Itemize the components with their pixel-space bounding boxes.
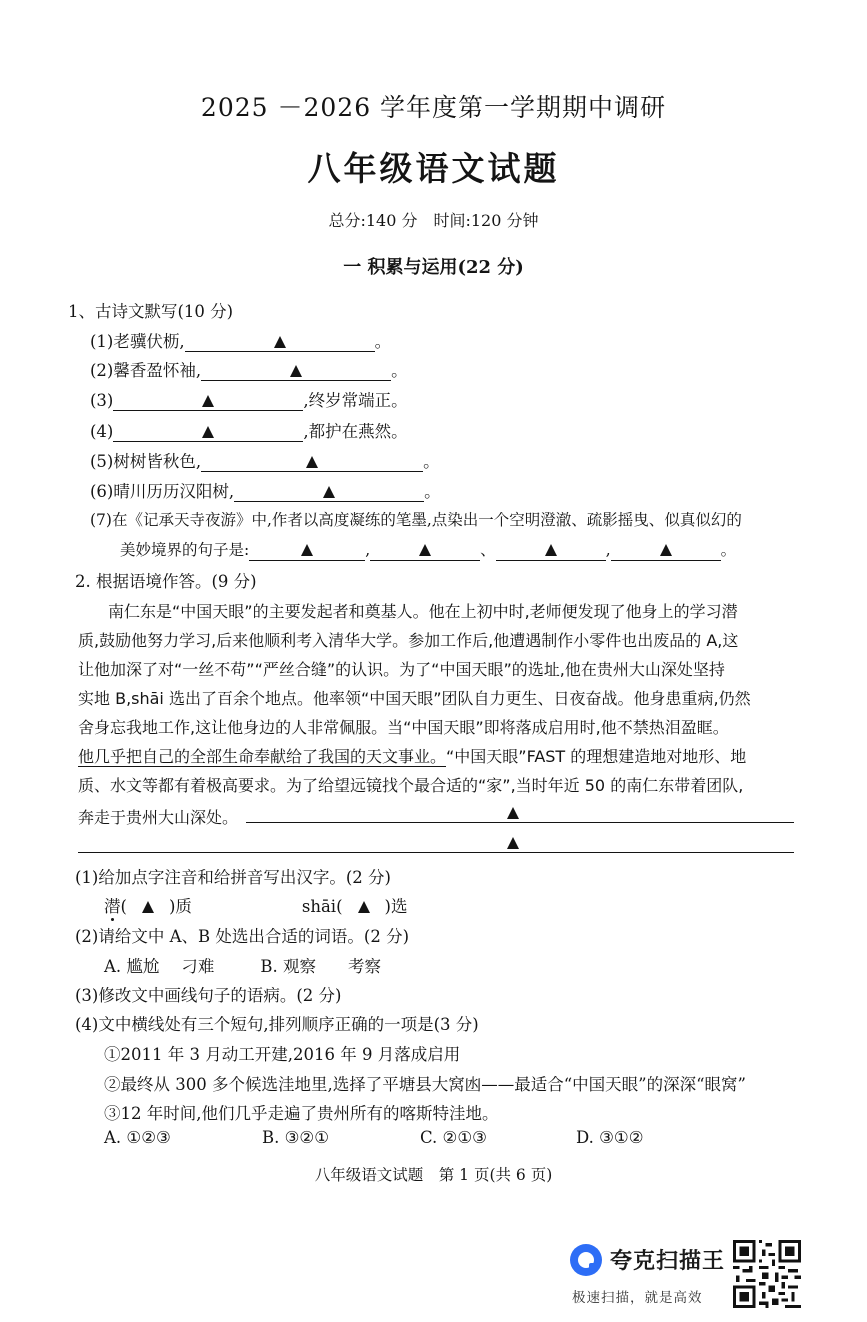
q1-item-2 bbox=[90, 357, 408, 381]
triangle-up-icon bbox=[306, 456, 318, 468]
answer-line[interactable] bbox=[78, 852, 794, 853]
exam-title: 八年级语文试题 bbox=[307, 149, 560, 188]
q2-sub-2: (2)请给文中 A、B 处选出合适的词语。(2 分) bbox=[75, 927, 410, 946]
triangle-up-icon bbox=[545, 544, 557, 556]
paren: )选 bbox=[384, 897, 408, 916]
answer-blank[interactable] bbox=[201, 361, 391, 381]
sentence-choice: ①2011 年 3 月动工开建,2016 年 9 月落成启用 bbox=[104, 1045, 461, 1064]
passage-line bbox=[78, 744, 746, 767]
answer-option-d[interactable]: D. ③①② bbox=[576, 1128, 644, 1147]
exam-subtitle: 2025 －2026 学年度第一学期期中调研 bbox=[200, 93, 667, 122]
triangle-up-icon bbox=[202, 395, 214, 407]
q1-item-4 bbox=[90, 418, 408, 442]
triangle-up-icon bbox=[142, 901, 154, 913]
passage-line: 质、水文等都有着极高要求。为了给望远镜找个最合适的“家”,当时年近 50 的南仁东带着团队, bbox=[78, 776, 744, 795]
q1-item-3-text: (3) bbox=[90, 391, 114, 410]
q1-item-1-text: (1)老骥伏枥, bbox=[90, 332, 185, 351]
q1-item-6-text: (6)晴川历历汉阳树, bbox=[90, 482, 235, 501]
watermark-name: 夸克扫描王 bbox=[610, 1249, 726, 1274]
answer-blank[interactable] bbox=[113, 391, 303, 411]
q1-item-7: (7)在《记承天寺夜游》中,作者以高度凝练的笔墨,点染出一个空明澄澈、疏影摇曳、似真似幻的 bbox=[90, 511, 742, 529]
sentence-choice: ③12 年时间,他们几乎走遍了贵州所有的喀斯特洼地。 bbox=[104, 1104, 499, 1123]
q1-item-1-end: 。 bbox=[374, 332, 392, 351]
sentence-choice: ②最终从 300 多个候选洼地里,选择了平塘县大窝凼——最适合“中国天眼”的深深“眼窝” bbox=[104, 1075, 746, 1094]
triangle-up-icon bbox=[323, 486, 335, 498]
q2-sub-1-answers bbox=[104, 893, 407, 917]
scanner-watermark bbox=[568, 1240, 738, 1310]
pinyin: shāi( bbox=[301, 897, 343, 916]
passage-line: 舍身忘我地工作,这让他身边的人非常佩服。当“中国天眼”即将落成启用时,他不禁热泪盈眶。 bbox=[78, 718, 729, 737]
answer-blank[interactable] bbox=[496, 541, 606, 561]
q1-item-4-text: (4) bbox=[90, 422, 114, 441]
answer-line[interactable] bbox=[246, 822, 794, 823]
answer-blank[interactable] bbox=[370, 541, 480, 561]
answer-blank[interactable] bbox=[185, 332, 375, 352]
dotted-char: 潜 bbox=[104, 893, 121, 917]
triangle-up-icon bbox=[358, 901, 370, 913]
q1-item-2-end: 。 bbox=[391, 361, 408, 380]
q2-sub-1: (1)给加点字注音和给拼音写出汉字。(2 分) bbox=[75, 868, 391, 887]
answer-option-a[interactable]: A. ①②③ bbox=[104, 1128, 171, 1147]
quark-scanner-logo-icon bbox=[570, 1244, 602, 1276]
passage-line: 让他加深了对“一丝不苟”“严丝合缝”的认识。为了“中国天眼”的选址,他在贵州大山深处坚持 bbox=[78, 660, 725, 679]
answer-slot[interactable] bbox=[127, 897, 169, 916]
q1-item-5 bbox=[90, 448, 440, 472]
answer-blank[interactable] bbox=[611, 541, 721, 561]
q1-item-5-text: (5)树树皆秋色, bbox=[90, 452, 202, 471]
q1-item-6-end: 。 bbox=[424, 482, 441, 501]
q1-item-7-answers bbox=[120, 538, 736, 561]
answer-blank[interactable] bbox=[201, 452, 423, 472]
q1-item-4-end: ,都护在燕然。 bbox=[303, 422, 408, 441]
q1-item-3 bbox=[90, 387, 408, 411]
triangle-up-icon bbox=[301, 544, 313, 556]
triangle-up-icon bbox=[202, 426, 214, 438]
q1-item-7-prompt: 美妙境界的句子是: bbox=[120, 541, 250, 559]
q2-sub-2-options bbox=[104, 953, 381, 977]
triangle-up-icon bbox=[274, 336, 286, 348]
qr-code-icon bbox=[733, 1240, 801, 1308]
separator: 、 bbox=[480, 541, 496, 559]
q1-title: 1、古诗文默写(10 分) bbox=[68, 302, 234, 321]
separator: , bbox=[365, 541, 371, 559]
triangle-up-icon bbox=[507, 837, 519, 849]
paren: )质 bbox=[168, 897, 192, 916]
q1-item-2-text: (2)馨香盈怀袖, bbox=[90, 361, 202, 380]
answer-option-b[interactable]: B. ③②① bbox=[262, 1128, 329, 1147]
q1-item-5-end: 。 bbox=[423, 452, 440, 471]
page-footer: 八年级语文试题 第 1 页(共 6 页) bbox=[314, 1166, 553, 1184]
option-b-alt[interactable]: 考察 bbox=[348, 957, 382, 976]
answer-blank[interactable] bbox=[113, 422, 303, 442]
passage-line: 奔走于贵州大山深处。 bbox=[78, 808, 239, 827]
passage-line: 南仁东是“中国天眼”的主要发起者和奠基人。他在上初中时,老师便发现了他身上的学习潜 bbox=[108, 602, 738, 621]
passage-line: 质,鼓励他努力学习,后来他顺利考入清华大学。参加工作后,他遭遇制作小零件也出废品的 A,这 bbox=[78, 631, 739, 650]
option-b[interactable]: B. 观察 bbox=[260, 957, 317, 976]
q2-sub-3: (3)修改文中画线句子的语病。(2 分) bbox=[75, 986, 342, 1005]
separator: , bbox=[605, 541, 611, 559]
q1-item-6 bbox=[90, 478, 441, 502]
option-a[interactable]: A. 尴尬 bbox=[104, 957, 160, 976]
watermark-slogan: 极速扫描，就是高效 bbox=[572, 1290, 703, 1306]
passage-line: 实地 B,shāi 选出了百余个地点。他率领“中国天眼”团队自力更生、日夜奋战。他身患重病,仍然 bbox=[78, 689, 751, 708]
answer-option-c[interactable]: C. ②①③ bbox=[420, 1128, 487, 1147]
separator: 。 bbox=[720, 541, 737, 559]
answer-blank[interactable] bbox=[249, 541, 365, 561]
q1-item-3-end: ,终岁常端正。 bbox=[303, 391, 408, 410]
triangle-up-icon bbox=[290, 365, 302, 377]
section-heading: 一 积累与运用(22 分) bbox=[343, 257, 524, 278]
paren: ( bbox=[120, 897, 127, 916]
answer-slot[interactable] bbox=[343, 897, 385, 916]
triangle-up-icon bbox=[507, 807, 519, 819]
q2-sub-4: (4)文中横线处有三个短句,排列顺序正确的一项是(3 分) bbox=[75, 1015, 479, 1034]
passage-text: “中国天眼”FAST 的理想建造地对地形、地 bbox=[446, 747, 747, 766]
option-a-alt[interactable]: 刁难 bbox=[181, 957, 215, 976]
underlined-sentence: 他几乎把自己的全部生命奉献给了我国的天文事业。 bbox=[78, 747, 447, 766]
exam-meta: 总分:140 分 时间:120 分钟 bbox=[328, 211, 539, 230]
answer-blank[interactable] bbox=[234, 482, 424, 502]
triangle-up-icon bbox=[660, 544, 672, 556]
q2-title: 2. 根据语境作答。(9 分) bbox=[75, 572, 257, 591]
triangle-up-icon bbox=[419, 544, 431, 556]
q1-item-1 bbox=[90, 328, 391, 352]
